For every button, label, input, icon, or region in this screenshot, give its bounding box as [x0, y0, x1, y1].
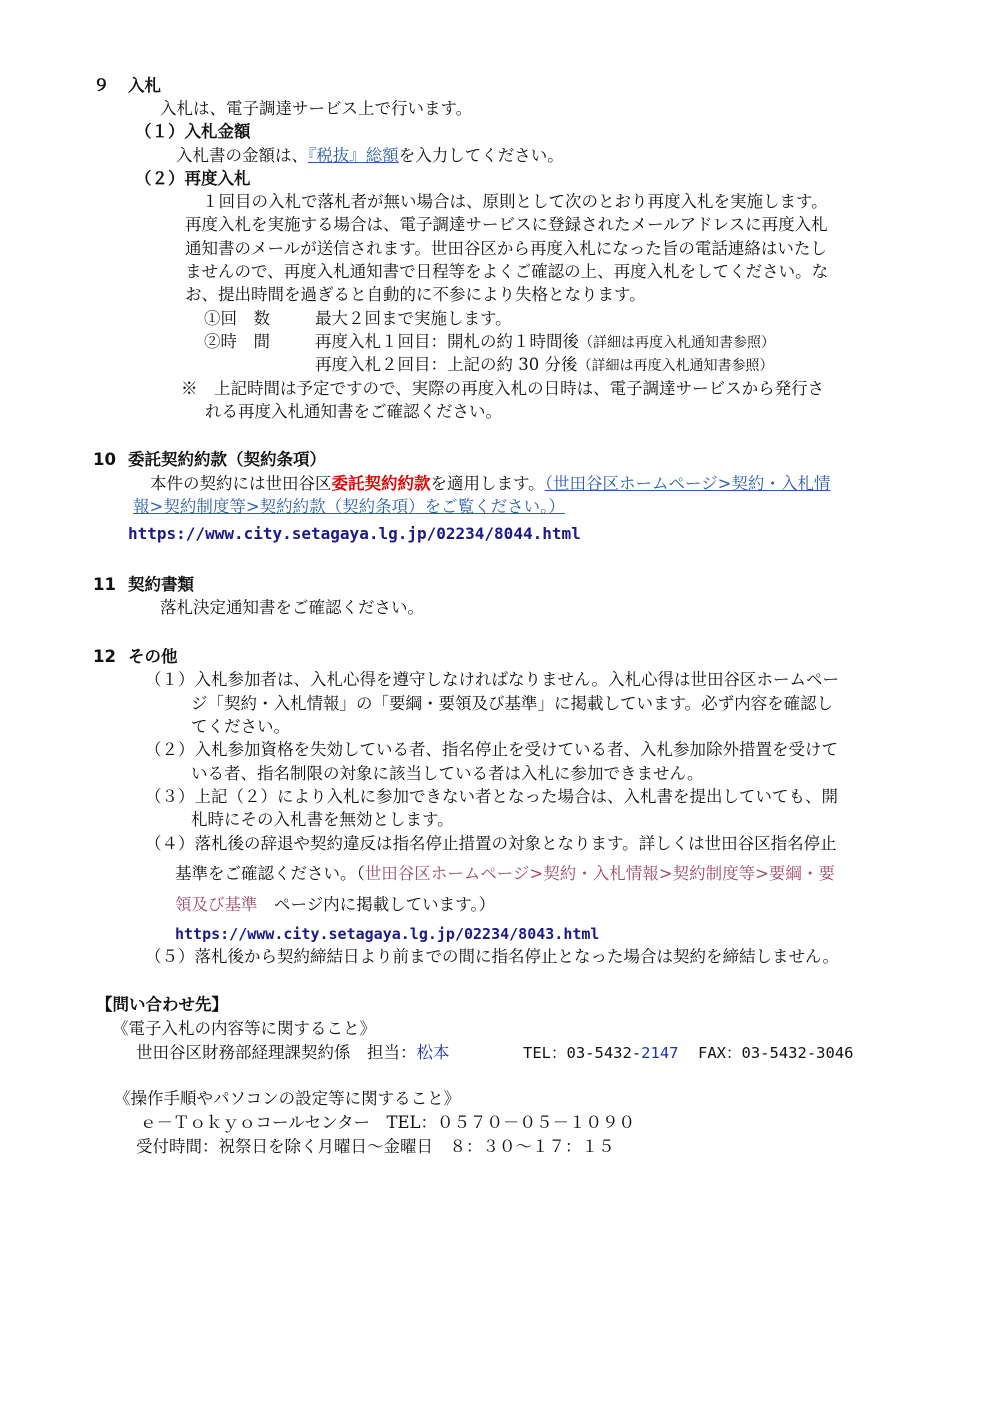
contact-sub-operation: 《操作手順やパソコンの設定等に関すること》: [114, 1089, 461, 1108]
section-9-title: 入札: [128, 76, 161, 95]
contract-terms-pre: 本件の契約には世田谷区: [150, 474, 332, 493]
callcenter-info: ｅ－Ｔｏｋｙｏコールセンター TEL：０５７０－０５－１０９０: [140, 1113, 636, 1132]
rebid-line: 再度入札を実施する場合は、電子調達サービスに登録されたメールアドレスに再度入札: [185, 215, 828, 234]
rebid-count-text: 最大２回まで実施します。: [315, 309, 512, 328]
other-item-2: （２）入札参加資格を失効している者、指名停止を受けている者、入札参加除外措置を受けて: [145, 740, 838, 759]
contract-terms-link[interactable]: （世田谷区ホームページ>契約・入札情: [544, 474, 831, 493]
other-item-2: いる者、指名制限の対象に該当している者は入札に参加できません。: [191, 764, 704, 783]
schedule-note: れる再度入札通知書をご確認ください。: [205, 402, 502, 421]
subsection-1-title: （１）入札金額: [135, 122, 251, 141]
other-item-1: てください。: [191, 717, 290, 736]
contact-fax: FAX：03-5432-3046: [698, 1044, 854, 1062]
contact-tel-extension: 2147: [641, 1044, 679, 1062]
section-9-number: ９: [93, 76, 110, 95]
contract-terms-mid: を適用します。: [430, 474, 545, 493]
section-12-title: その他: [128, 647, 178, 666]
other-item-4-pre: 基準をご確認ください。（: [175, 864, 365, 883]
rebid-time-first: [315, 330, 775, 355]
other-item-4: （４）落札後の辞退や契約違反は指名停止措置の対象となります。詳しくは世田谷区指名停止: [145, 834, 837, 853]
other-item-5: （５）落札後から契約締結日より前までの間に指名停止となった場合は契約を締結しません。: [145, 947, 839, 966]
section-12-number: 12: [93, 647, 116, 666]
guidelines-link[interactable]: 世田谷区ホームページ>契約・入札情報>契約制度等>要綱・要: [364, 864, 835, 883]
contact-department-text: 世田谷区財務部経理課契約係 担当：: [136, 1043, 417, 1062]
contract-terms-link-cont[interactable]: 報>契約制度等>契約約款（契約条項）をご覧ください。）: [133, 497, 565, 516]
callcenter-hours: 受付時間：祝祭日を除く月曜日～金曜日 ８：３０～１７：１５: [136, 1137, 615, 1156]
guidelines-url[interactable]: https://www.city.setagaya.lg.jp/02234/8043.html: [175, 925, 600, 943]
contact-tel-prefix: TEL：03-5432-: [523, 1044, 642, 1062]
other-item-4-line2: [175, 862, 835, 886]
subsection-2-title: （２）再度入札: [135, 169, 251, 188]
other-item-4-post: ページ内に掲載しています。）: [257, 895, 496, 914]
section-11-title: 契約書類: [128, 575, 194, 594]
contact-title: 【問い合わせ先】: [96, 995, 228, 1014]
contact-tel: [523, 1041, 678, 1065]
bid-amount-text: 入札書の金額は、: [176, 146, 308, 165]
other-item-4-line3: [175, 893, 495, 917]
rebid-time-first-text: 再度入札１回目：開札の約１時間後: [315, 332, 579, 351]
guidelines-link-cont[interactable]: 領及び基準: [175, 895, 258, 914]
other-item-1: ジ「契約・入札情報」の「要綱・要領及び基準」に掲載しています。必ず内容を確認し: [191, 694, 834, 713]
other-item-3: （３）上記（２）により入札に参加できない者となった場合は、入札書を提出していても、開: [145, 787, 838, 806]
other-item-3: 札時にその入札書を無効とします。: [191, 810, 454, 829]
rebid-line: １回目の入札で落札者が無い場合は、原則として次のとおり再度入札を実施します。: [202, 192, 828, 211]
contact-department: [136, 1041, 450, 1065]
section-10-title: 委託契約約款（契約条項）: [128, 450, 326, 469]
rebid-time-second: [315, 353, 774, 378]
other-item-1: （１）入札参加者は、入札心得を遵守しなければなりません。入札心得は世田谷区ホームペー: [145, 670, 839, 689]
contract-terms-url[interactable]: https://www.city.setagaya.lg.jp/02234/8044.html: [128, 524, 581, 543]
bid-amount-text-end: を入力してください。: [398, 146, 564, 165]
section-11-text: 落札決定通知書をご確認ください。: [160, 598, 424, 617]
rebid-time-second-text: 再度入札２回目：上記の約 30 分後: [315, 355, 578, 374]
section-11-number: 11: [93, 575, 116, 594]
rebid-line: 通知書のメールが送信されます。世田谷区から再度入札になった旨の電話連絡はいたし: [185, 239, 827, 258]
section-10-number: 10: [93, 450, 116, 469]
rebid-time-first-note: （詳細は再度入札通知書参照）: [579, 335, 775, 351]
rebid-time-label: ②時 間: [204, 332, 270, 351]
tax-excluded-link[interactable]: 『税抜』総額: [308, 146, 399, 165]
contact-sub-ebid: 《電子入札の内容等に関すること》: [112, 1019, 376, 1038]
contact-person: 松本: [416, 1043, 450, 1062]
section-9-intro: 入札は、電子調達サービス上で行います。: [160, 99, 473, 118]
contract-terms-highlight: 委託契約約款: [331, 474, 431, 493]
schedule-note: ※ 上記時間は予定ですので、実際の再度入札の日時は、電子調達サービスから発行さ: [181, 379, 825, 398]
rebid-line: お、提出時間を過ぎると自動的に不参により失格となります。: [185, 285, 646, 304]
rebid-time-second-note: （詳細は再度入札通知書参照）: [577, 358, 774, 374]
rebid-line: ませんので、再度入札通知書で日程等をよくご確認の上、再度入札をしてください。な: [185, 262, 829, 281]
rebid-count-label: ①回 数: [204, 309, 270, 328]
contract-terms-text: [150, 472, 830, 496]
subsection-1-text: [176, 144, 564, 168]
